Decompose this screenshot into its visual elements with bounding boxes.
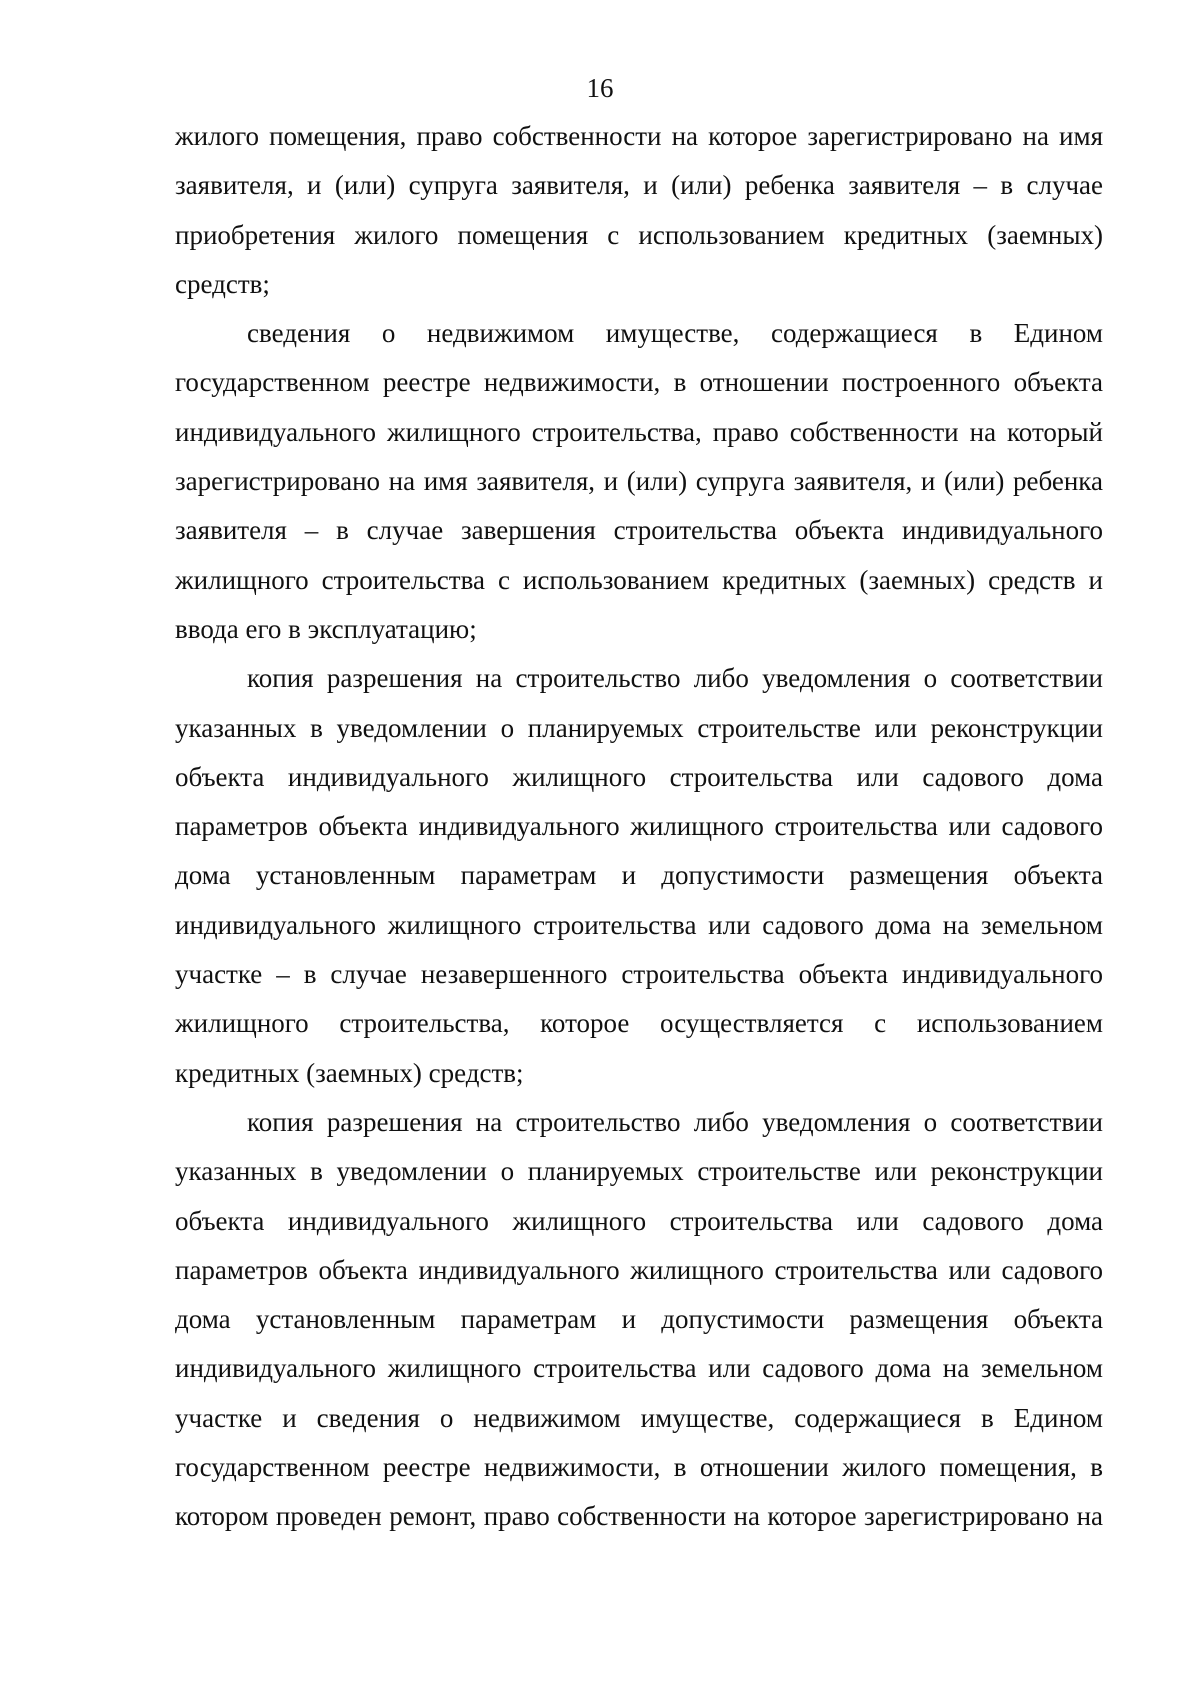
paragraph-continuation: жилого помещения, право собственности на которое зарегистрировано на имя заявителя, и (или) супруга заявителя, и (или) ребенка заявителя – в случае приобретения жилого помещения с использованием кредитных (заемных) средств; bbox=[175, 121, 1103, 299]
page-number: 16 bbox=[586, 73, 614, 103]
paragraph-egrn-ijs: сведения о недвижимом имуществе, содержащиеся в Едином государственном реестре недвижимости, в отношении построенного объекта индивидуального жилищного строительства, право собственности на который зарегистрировано на имя заявителя, и (или) супруга заявителя, и (или) ребенка заявителя – в случае завершения строительства объекта индивидуального жилищного строительства с использованием кредитных (заемных) средств и ввода его в эксплуатацию; bbox=[175, 318, 1103, 644]
paragraph-permit-renovation: копия разрешения на строительство либо уведомления о соответствии указанных в уведомлении о планируемых строительстве или реконструкции объекта индивидуального жилищного строительства или садового дома параметров объекта индивидуального жилищного строительства или садового дома установленным параметрам и допустимости размещения объекта индивидуального жилищного строительства или садового дома на земельном участке и сведения о недвижимом имуществе, содержащиеся в Едином государственном реестре недвижимости, в отношении жилого помещения, в котором проведен ремонт, право собственности на которое зарегистрировано на bbox=[175, 1106, 1103, 1532]
document-body bbox=[175, 112, 1103, 1542]
paragraph-permit-unfinished: копия разрешения на строительство либо уведомления о соответствии указанных в уведомлении о планируемых строительстве или реконструкции объекта индивидуального жилищного строительства или садового дома параметров объекта индивидуального жилищного строительства или садового дома установленным параметрам и допустимости размещения объекта индивидуального жилищного строительства или садового дома на земельном участке – в случае незавершенного строительства объекта индивидуального жилищного строительства, которое осуществляется с использованием кредитных (заемных) средств; bbox=[175, 663, 1103, 1088]
